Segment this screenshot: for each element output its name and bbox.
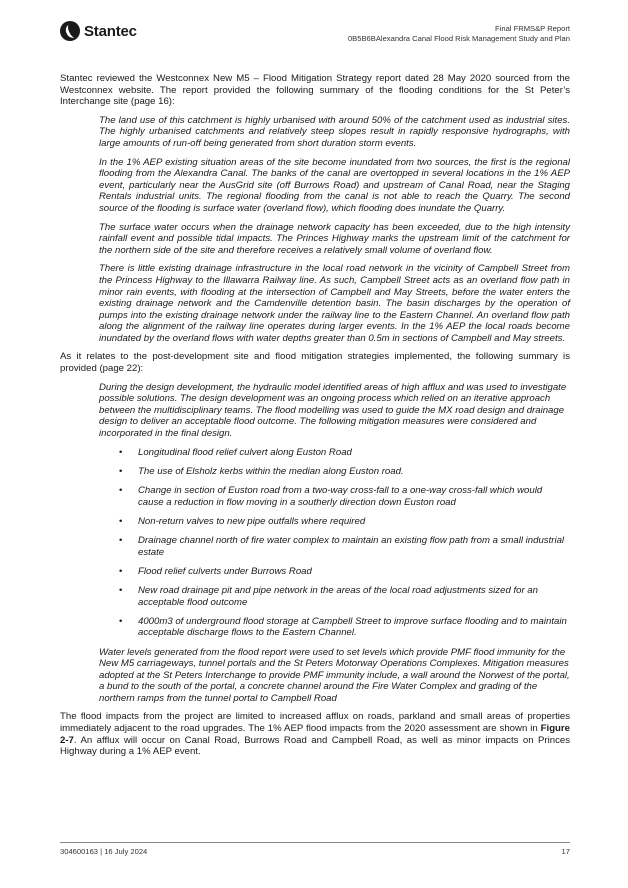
quote-intro-paragraph: During the design development, the hydraulic model identified areas of high afflux and was used to investigate possible solutions. The design development was an ongoing process which relied on an iterative approach between the multidisciplinary teams. The flood modelling was used to guide the MX road design and drainage design to deliver an acceptable flood outcome. The following mitigation measures were considered and incorporated in the final design.	[99, 381, 567, 440]
mitigation-measures-list	[99, 447, 570, 639]
list-item: • 4000m3 of underground flood storage at Campbell Street to improve surface flooding and to maintain acceptable discharge flows to the Eastern Channel.	[119, 616, 570, 639]
intro-paragraph: Stantec reviewed the Westconnex New M5 – Flood Mitigation Strategy report dated 28 May 2020 sourced from the Westconnex website. The report provided the following summary of the flooding conditions for the St Peter’s Interchange site (page 16):	[60, 73, 570, 108]
doc-subtitle: 0B5B6BAlexandra Canal Flood Risk Management Study and Plan	[347, 34, 570, 43]
doc-title: Final FRMS&P Report	[495, 24, 570, 33]
logo-text: Stantec	[84, 22, 137, 40]
page-header	[60, 18, 570, 48]
flooding-conditions-quote	[99, 115, 570, 345]
page-number: 17	[561, 847, 570, 856]
list-item: • Change in section of Euston road from a two-way cross-fall to a one-way cross-fall which would cause a reduction in flow moving in a southerly direction down Euston road	[119, 485, 570, 508]
list-item: • Longitudinal flood relief culvert along Euston Road	[119, 447, 570, 459]
list-item: • Non-return valves to new pipe outfalls where required	[119, 516, 570, 528]
list-item: • Flood relief culverts under Burrows Road	[119, 566, 570, 578]
page-footer	[60, 842, 570, 856]
closing-paragraph	[60, 711, 570, 757]
header-doc-info	[348, 24, 570, 44]
stantec-logo	[60, 18, 137, 44]
list-item: • Drainage channel north of fire water complex to maintain an existing flow path from a small industrial estate	[119, 535, 570, 558]
list-item: • New road drainage pit and pipe network in the areas of the local road adjustments sized for an acceptable flood outcome	[119, 585, 570, 608]
doc-reference: 304600163 | 16 July 2024	[60, 847, 148, 856]
quote-paragraph: There is little existing drainage infrastructure in the local road network in the vicinity of Campbell Street from the Princess Highway to the Illawarra Railway line. As such, Campbell Street acts as an overland flow path in minor rain events, with flooding at the intersection of Campbell and May Streets, before the water enters the existing drainage network and the Camdenville detention basin. The basin discharges by the operation of pumps into the existing drainage network under the railway line to the Eastern Channel. An overland flow path along the alignment of the railway line operates during larger events. In the 1% AEP the local roads become inundated by the overland flows with water depths greater than 0.5m in sections of Campbell and May streets.	[99, 263, 570, 344]
stantec-logo-icon	[60, 21, 80, 41]
quote-paragraph: The land use of this catchment is highly urbanised with around 50% of the catchment used as industrial sites. The highly urbanised catchments and relatively steep slopes result in rapidly responsive hydrographs, with large amounts of run-off being generated from short duration storm events.	[99, 114, 570, 149]
quote-paragraph: In the 1% AEP existing situation areas of the site become inundated from two sources, the first is the regional flooding from the Alexandra Canal. The banks of the canal are overtopped in several locations in the 1% AEP event, particularly near the AusGrid site (off Burrows Road) and upstream of Canal Road, near the Staging Rentals industrial units. The regional flooding from the canal is not able to reach the Quarry. The second source of the flooding is surface water (overland flow), which flooding does inundate the Quarry.	[99, 156, 570, 214]
figure-reference-link[interactable]: Figure 2-7	[60, 723, 570, 746]
closing-text: The flood impacts from the project are limited to increased afflux on roads, parkland and small areas of properties immediately adjacent to the road upgrades. The 1% AEP flood impacts from the 2020 assessment are shown in	[60, 711, 570, 735]
mitigation-quote	[99, 382, 570, 705]
quote-outro-paragraph: Water levels generated from the flood report were used to set levels which provide PMF flood immunity for the New M5 carriageways, tunnel portals and the St Peters Motorway Operations Complexes. Mitigation measures adopted at the St Peters Interchange to provide PMF immunity include, a wall around the Norwest of the portal, a bund to the south of the portal, a concrete channel around the Fire Water Complex and grading of the northern ramps from the tunnel portal to Campbell Road	[99, 646, 570, 704]
page-content	[60, 73, 570, 765]
closing-text: . An afflux will occur on Canal Road, Burrows Road and Campbell Road, as well as minor impacts on Princes Highway during a 1% AEP event.	[60, 734, 570, 758]
quote-paragraph: The surface water occurs when the drainage network capacity has been exceeded, due to the high intensity rainfall event and possible tidal impacts. The Princes Highway marks the upstream limit of the catchment for the northern side of the site and therefore receives a relatively small volume of overland flow.	[99, 221, 570, 256]
list-item: • The use of Elsholz kerbs within the median along Euston road.	[119, 466, 570, 478]
transition-paragraph: As it relates to the post-development site and flood mitigation strategies implemented, the following summary is provided (page 22):	[60, 351, 570, 375]
